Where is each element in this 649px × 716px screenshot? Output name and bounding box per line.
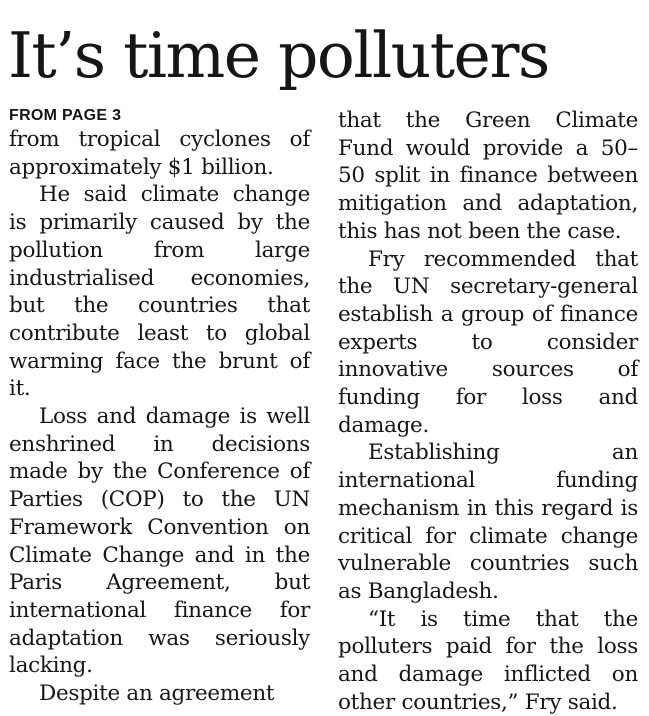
paragraph: Establishing an international funding mechanism in this regard is critical for climate change vulnerable countries such as Bangladesh. bbox=[338, 440, 638, 604]
paragraph-continued: from tropical cyclones of approximately $1 billion. bbox=[9, 127, 310, 180]
paragraph-quote: “It is time that the polluters paid for the loss and damage inflicted on other countries,” Fry said. bbox=[338, 606, 638, 715]
paragraph: Despite an agreement bbox=[39, 681, 275, 707]
article-column-left bbox=[9, 106, 310, 708]
paragraph: He said climate change is primarily caused by the pollution from large industrialised economies, but the countries that contribute least to global warming face the brunt of it. bbox=[9, 182, 310, 402]
paragraph-continued: that the Green Climate Fund would provide a 50–50 split in finance between mitigation and adaptation, this has not been the case. bbox=[338, 108, 638, 244]
paragraph: Loss and damage is well enshrined in decisions made by the Conference of Parties (COP) to the UN Framework Convention on Climate Change and in the Paris Agreement, but international finance for adaptation was seriously lacking. bbox=[9, 404, 310, 679]
article-column-right bbox=[338, 106, 638, 716]
jump-line: FROM PAGE 3 bbox=[9, 107, 122, 124]
headline: It’s time polluters bbox=[8, 19, 549, 92]
paragraph: Fry recommended that the UN secretary-general establish a group of finance experts to consider innovative sources of funding for loss and damage. bbox=[338, 246, 638, 438]
